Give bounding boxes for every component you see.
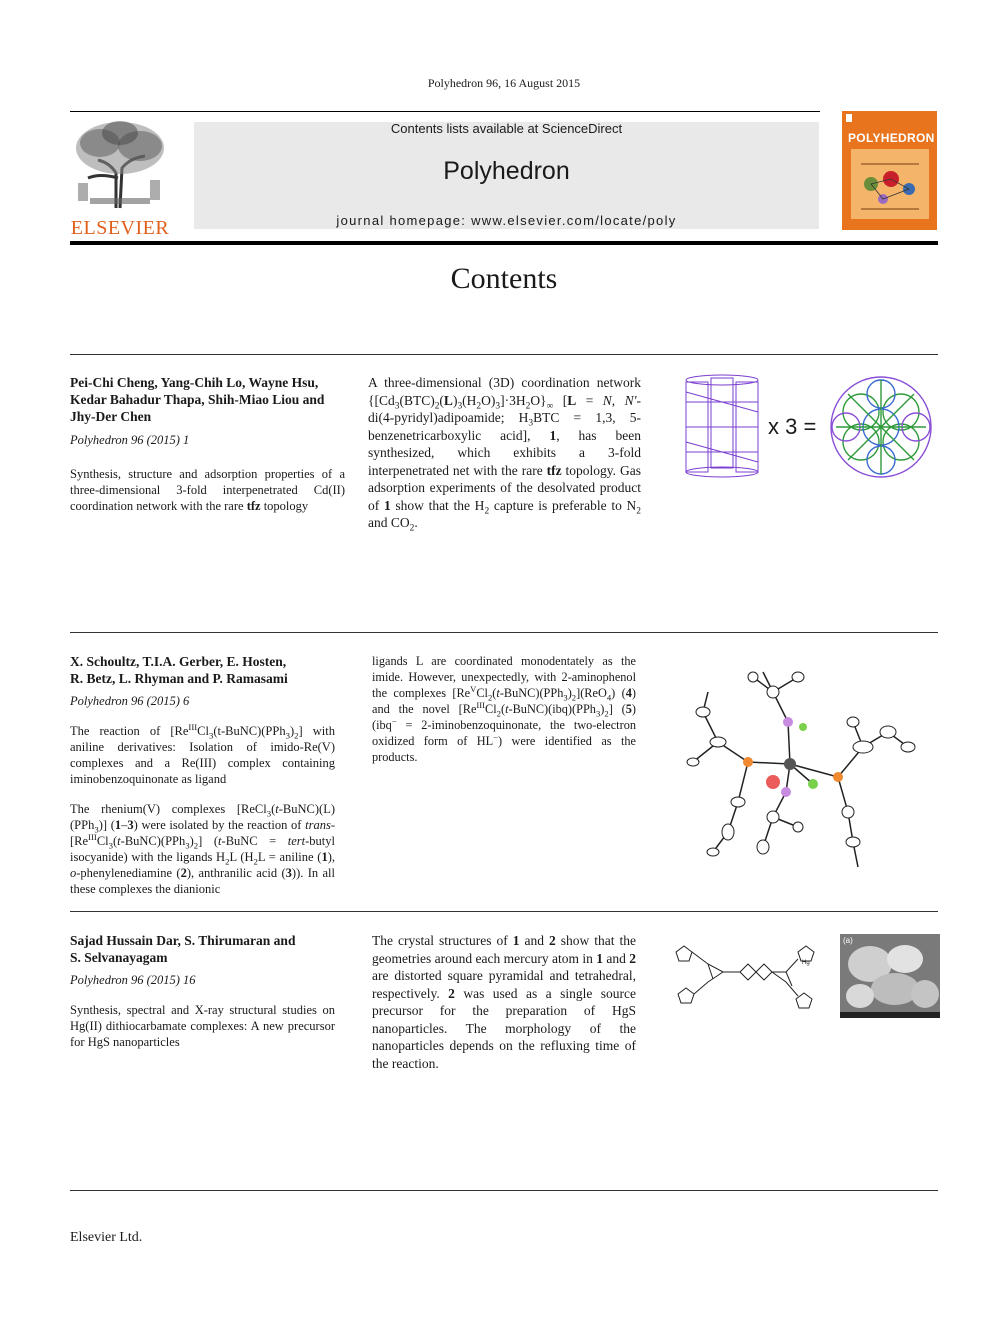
cover-title: POLYHEDRON bbox=[848, 131, 935, 145]
authors-line: Jhy-Der Chen bbox=[70, 409, 152, 424]
structure-label: Hg bbox=[802, 960, 810, 966]
header-top-rule bbox=[70, 111, 820, 112]
article-summary: Synthesis, structure and adsorption properties of a three-dimensional 3-fold interpenetrated Cd(II) coordination network with the rare tfz topology bbox=[70, 467, 345, 513]
sem-panel-label: (a) bbox=[843, 936, 853, 945]
section-rule bbox=[70, 354, 938, 355]
section-rule bbox=[70, 1190, 938, 1191]
graphic-multiplier-label: x 3 = bbox=[768, 414, 817, 439]
article-authors[interactable] bbox=[70, 374, 345, 425]
ortep-structure-graphic bbox=[678, 652, 940, 882]
article-citation[interactable]: Polyhedron 96 (2015) 16 bbox=[70, 973, 196, 987]
article-citation[interactable]: Polyhedron 96 (2015) 1 bbox=[70, 433, 190, 447]
section-rule bbox=[70, 911, 938, 912]
article-3-graphic[interactable] bbox=[668, 934, 940, 1018]
authors-line: R. Betz, L. Rhyman and P. Ramasami bbox=[70, 671, 288, 686]
header-thick-rule bbox=[70, 241, 938, 245]
contents-list-link[interactable]: Contents lists available at ScienceDirect bbox=[390, 121, 623, 136]
authors-line: Pei-Chi Cheng, Yang-Chih Lo, Wayne Hsu, bbox=[70, 375, 319, 390]
article-3-abstract: The crystal structures of 1 and 2 show that the geometries around each mercury atom in 1 and 2 are distorted square pyramidal and tetrahedral, respectively. 2 was used as a single source precursor for the preparation of HgS nanoparticles. The morphology of the nanoparticles depends on the refluxing time of the reaction. bbox=[372, 933, 637, 1071]
coordination-network-graphic bbox=[676, 372, 771, 482]
journal-cover-image[interactable] bbox=[842, 111, 937, 230]
elsevier-logo[interactable] bbox=[70, 118, 170, 239]
article-1-abstract: A three-dimensional (3D) coordination network $\{[Cd_3(BTC)_2(L)_3(H_2O)_3]\cdot 3H_2O\}_\infty$ [L = N, N'-di(4-pyridyl)adipoamide; $H_3BTC = 1,3$, 5-benzenetricarboxylic acid], 1, has been synthesized, which exhibits a 3-fold interpenetrated net with the rare tfz topology. Gas adsorption experiments of the desolvated product of 1 show that the $H_2$ capture is preferable to $N_2$ and $CO_2$. bbox=[368, 375, 642, 534]
article-2-graphic[interactable] bbox=[678, 652, 940, 882]
authors-line: S. Selvanayagam bbox=[70, 950, 168, 965]
article-abstract-part1: The rhenium(V) complexes [ReCl$_3$(t-BuNC)(L)(PPh$_3$)] (1–3) were isolated by the reaction of trans-$[Re^{III}Cl_3(t-BuNC)(PPh_3)_2]$ (t-BuNC = tert-butyl isocyanide) with the ligands $H_2L$ ($H_2L$ = aniline (1), o-phenylenediamine (2), anthranilic acid (3)). In all these complexes the dianionic bbox=[70, 802, 335, 896]
article-1-graphic[interactable] bbox=[670, 372, 940, 484]
footer-publisher: Elsevier Ltd. bbox=[70, 1230, 143, 1245]
journal-homepage-link[interactable]: journal homepage: www.elsevier.com/locate/poly bbox=[336, 213, 677, 228]
page-title: Contents bbox=[450, 262, 558, 295]
article-summary: The reaction of $[Re^{III}Cl_3(t-BuNC)(PPh_3)_2]$ with aniline derivatives: Isolation of imido-Re(V) complexes and a Re(III) complex containing iminobenzoquinonate as ligand bbox=[70, 721, 335, 786]
elsevier-tree-icon bbox=[70, 118, 170, 210]
cover-logo-icon bbox=[846, 114, 852, 122]
cover-artwork bbox=[851, 149, 929, 219]
sem-image-graphic bbox=[840, 934, 940, 1018]
authors-line: Sajad Hussain Dar, S. Thirumaran and bbox=[70, 933, 296, 948]
article-authors[interactable] bbox=[70, 932, 335, 966]
article-citation[interactable]: Polyhedron 96 (2015) 6 bbox=[70, 694, 190, 708]
authors-line: X. Schoultz, T.I.A. Gerber, E. Hosten, bbox=[70, 654, 287, 669]
article-2-meta bbox=[70, 653, 335, 897]
article-3-meta bbox=[70, 932, 335, 1050]
authors-line: Kedar Bahadur Thapa, Shih-Miao Liou and bbox=[70, 392, 325, 407]
section-rule bbox=[70, 632, 938, 633]
elsevier-wordmark: ELSEVIER bbox=[70, 217, 170, 239]
article-summary: Synthesis, spectral and X-ray structural studies on Hg(II) dithiocarbamate complexes: A new precursor for HgS nanoparticles bbox=[70, 1003, 335, 1049]
article-authors[interactable] bbox=[70, 653, 335, 687]
article-abstract-part2: ligands L are coordinated monodentately as the imide. However, unexpectedly, with 2-aminophenol the complexes $[Re^VCl_2(t-BuNC)(PPh_3)_2](ReO_4)$ (4) and the novel $[Re^{III}Cl_2(t-BuNC)(ibq)(PPh_3)_2]$ (5) (ibq− = 2-iminobenzoquinonate, the two-electron oxidized form of HL−) were identified as the products. bbox=[372, 654, 637, 764]
interpenetrated-net-graphic bbox=[826, 372, 936, 482]
journal-name[interactable]: Polyhedron bbox=[443, 157, 570, 185]
hg-complex-structure-graphic bbox=[668, 934, 828, 1018]
journal-issue-line: Polyhedron 96, 16 August 2015 bbox=[427, 76, 581, 90]
article-1-meta bbox=[70, 374, 345, 514]
